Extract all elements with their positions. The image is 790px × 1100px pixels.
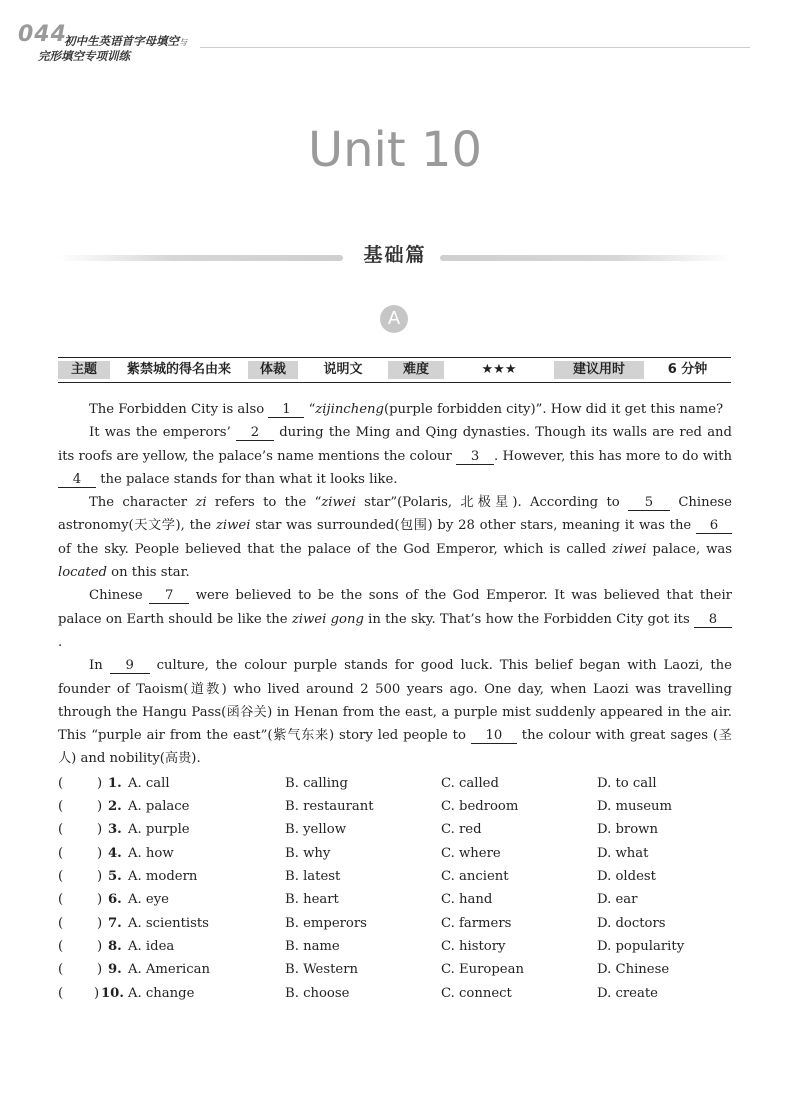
answer-box[interactable]: ( bbox=[58, 916, 64, 931]
option-a[interactable]: A. how bbox=[128, 846, 174, 861]
topic-value: 紫禁城的得名由来 bbox=[126, 362, 231, 377]
answer-box[interactable]: ( bbox=[58, 869, 64, 884]
option-b[interactable]: B. latest bbox=[285, 869, 341, 884]
answer-box[interactable]: ( bbox=[58, 986, 64, 1001]
question-4: ( ) 4. A. how B. why C. where D. what bbox=[58, 842, 738, 865]
question-2: ( ) 2. A. palace B. restaurant C. bedroom D. museum bbox=[58, 795, 738, 818]
option-d[interactable]: D. ear bbox=[597, 892, 638, 907]
time-label: 建议用时 bbox=[554, 361, 644, 379]
option-c[interactable]: C. history bbox=[441, 939, 506, 954]
option-d[interactable]: D. to call bbox=[597, 776, 657, 791]
question-10: ( ) 10. A. change B. choose C. connect D. create bbox=[58, 982, 738, 1005]
answer-box[interactable]: ( bbox=[58, 822, 64, 837]
question-1: ( ) 1. A. call B. calling C. called D. to call bbox=[58, 772, 738, 795]
option-a[interactable]: A. scientists bbox=[128, 916, 209, 931]
option-d[interactable]: D. doctors bbox=[597, 916, 666, 931]
info-bar bbox=[58, 357, 731, 383]
option-d[interactable]: D. create bbox=[597, 986, 658, 1001]
option-a[interactable]: A. eye bbox=[128, 892, 169, 907]
section-heading: 基础篇 bbox=[363, 244, 427, 266]
option-c[interactable]: C. bedroom bbox=[441, 799, 519, 814]
answer-box[interactable]: ( bbox=[58, 846, 64, 861]
passage bbox=[58, 398, 732, 771]
unit-title: Unit 10 bbox=[307, 122, 483, 178]
option-a[interactable]: A. palace bbox=[128, 799, 190, 814]
blank-6[interactable]: 6 bbox=[696, 518, 732, 534]
option-b[interactable]: B. choose bbox=[285, 986, 350, 1001]
time-value: 6 分钟 bbox=[667, 362, 708, 377]
answer-box[interactable]: ( bbox=[58, 939, 64, 954]
paragraph-1: The Forbidden City is also 1 “zijincheng(purple forbidden city)”. How did it get this name? bbox=[89, 402, 724, 417]
paragraph-4: Chinese 7 were believed to be the sons of the God Emperor. It was believed that their palace on Earth should be like the ziwei gong in the sky. That’s how the Forbidden City got its 8. bbox=[58, 588, 732, 650]
option-a[interactable]: A. purple bbox=[128, 822, 190, 837]
option-b[interactable]: B. heart bbox=[285, 892, 339, 907]
topic-label: 主题 bbox=[58, 361, 110, 379]
option-b[interactable]: B. yellow bbox=[285, 822, 346, 837]
option-b[interactable]: B. calling bbox=[285, 776, 348, 791]
answer-box[interactable]: ( bbox=[58, 799, 64, 814]
option-c[interactable]: C. connect bbox=[441, 986, 512, 1001]
header-rule bbox=[200, 47, 750, 48]
option-d[interactable]: D. what bbox=[597, 846, 649, 861]
difficulty-stars: ★★★ bbox=[481, 362, 517, 377]
question-8: ( ) 8. A. idea B. name C. history D. popularity bbox=[58, 935, 738, 958]
option-d[interactable]: D. museum bbox=[597, 799, 673, 814]
blank-7[interactable]: 7 bbox=[149, 588, 189, 604]
answer-box[interactable]: ( bbox=[58, 962, 64, 977]
option-b[interactable]: B. Western bbox=[285, 962, 359, 977]
blank-1[interactable]: 1 bbox=[268, 402, 304, 418]
blank-9[interactable]: 9 bbox=[110, 658, 150, 674]
blank-8[interactable]: 8 bbox=[694, 612, 732, 628]
book-title-line1: 初中生英语首字母填空与 bbox=[64, 34, 187, 48]
genre-value: 说明文 bbox=[323, 362, 363, 377]
option-d[interactable]: D. brown bbox=[597, 822, 658, 837]
option-a[interactable]: A. American bbox=[128, 962, 211, 977]
paragraph-5: In 9 culture, the colour purple stands for good luck. This belief began with Laozi, the founder of Taoism(道教) who lived around 2 500 years ago. One day, when Laozi was travelling through the Hangu Pass(函谷关) in Henan from the east, a purple mist suddenly appeared in the air. This “purple air from the east”(紫气东来) story led people to 10 the colour with great sages (圣人) and nobility(高贵). bbox=[58, 658, 732, 767]
option-c[interactable]: C. where bbox=[441, 846, 501, 861]
option-b[interactable]: B. name bbox=[285, 939, 340, 954]
option-b[interactable]: B. emperors bbox=[285, 916, 367, 931]
question-9: ( ) 9. A. American B. Western C. European D. Chinese bbox=[58, 958, 738, 981]
blank-5[interactable]: 5 bbox=[628, 495, 670, 511]
blank-4[interactable]: 4 bbox=[58, 472, 96, 488]
option-b[interactable]: B. why bbox=[285, 846, 331, 861]
option-a[interactable]: A. change bbox=[128, 986, 195, 1001]
page-number: 044 bbox=[18, 22, 67, 47]
option-a[interactable]: A. idea bbox=[128, 939, 175, 954]
question-6: ( ) 6. A. eye B. heart C. hand D. ear bbox=[58, 888, 738, 911]
question-7: ( ) 7. A. scientists B. emperors C. farmers D. doctors bbox=[58, 912, 738, 935]
genre-label: 体裁 bbox=[248, 361, 298, 379]
option-a[interactable]: A. modern bbox=[128, 869, 198, 884]
difficulty-label: 难度 bbox=[388, 361, 444, 379]
option-c[interactable]: C. European bbox=[441, 962, 524, 977]
option-c[interactable]: C. hand bbox=[441, 892, 493, 907]
option-c[interactable]: C. ancient bbox=[441, 869, 509, 884]
option-d[interactable]: D. Chinese bbox=[597, 962, 670, 977]
option-c[interactable]: C. called bbox=[441, 776, 499, 791]
answer-box[interactable]: ( bbox=[58, 892, 64, 907]
option-c[interactable]: C. farmers bbox=[441, 916, 512, 931]
blank-3[interactable]: 3 bbox=[456, 449, 494, 465]
paragraph-2: It was the emperors’ 2 during the Ming and Qing dynasties. Though its walls are red and its roofs are yellow, the palace’s name mentions the colour 3 . However, this has more to do with 4 the palace stands for than what it looks like. bbox=[58, 425, 732, 487]
blank-10[interactable]: 10 bbox=[471, 728, 517, 744]
blank-2[interactable]: 2 bbox=[236, 425, 274, 441]
question-3: ( ) 3. A. purple B. yellow C. red D. brown bbox=[58, 818, 738, 841]
option-d[interactable]: D. oldest bbox=[597, 869, 656, 884]
option-b[interactable]: B. restaurant bbox=[285, 799, 374, 814]
question-5: ( ) 5. A. modern B. latest C. ancient D. oldest bbox=[58, 865, 738, 888]
option-a[interactable]: A. call bbox=[128, 776, 170, 791]
paragraph-3: The character zi refers to the “ziwei star”(Polaris, 北极星). According to 5 Chinese astronomy(天文学), the ziwei star was surrounded(包围) by 28 other stars, meaning it was the 6 of the sky. People believed that the palace of the God Emperor, which is called ziwei palace, was located on this star. bbox=[58, 495, 732, 581]
option-c[interactable]: C. red bbox=[441, 822, 482, 837]
answer-box[interactable]: ( bbox=[58, 776, 64, 791]
book-title-line2: 完形填空专项训练 bbox=[38, 49, 130, 63]
option-d[interactable]: D. popularity bbox=[597, 939, 685, 954]
part-badge: A bbox=[380, 305, 408, 333]
